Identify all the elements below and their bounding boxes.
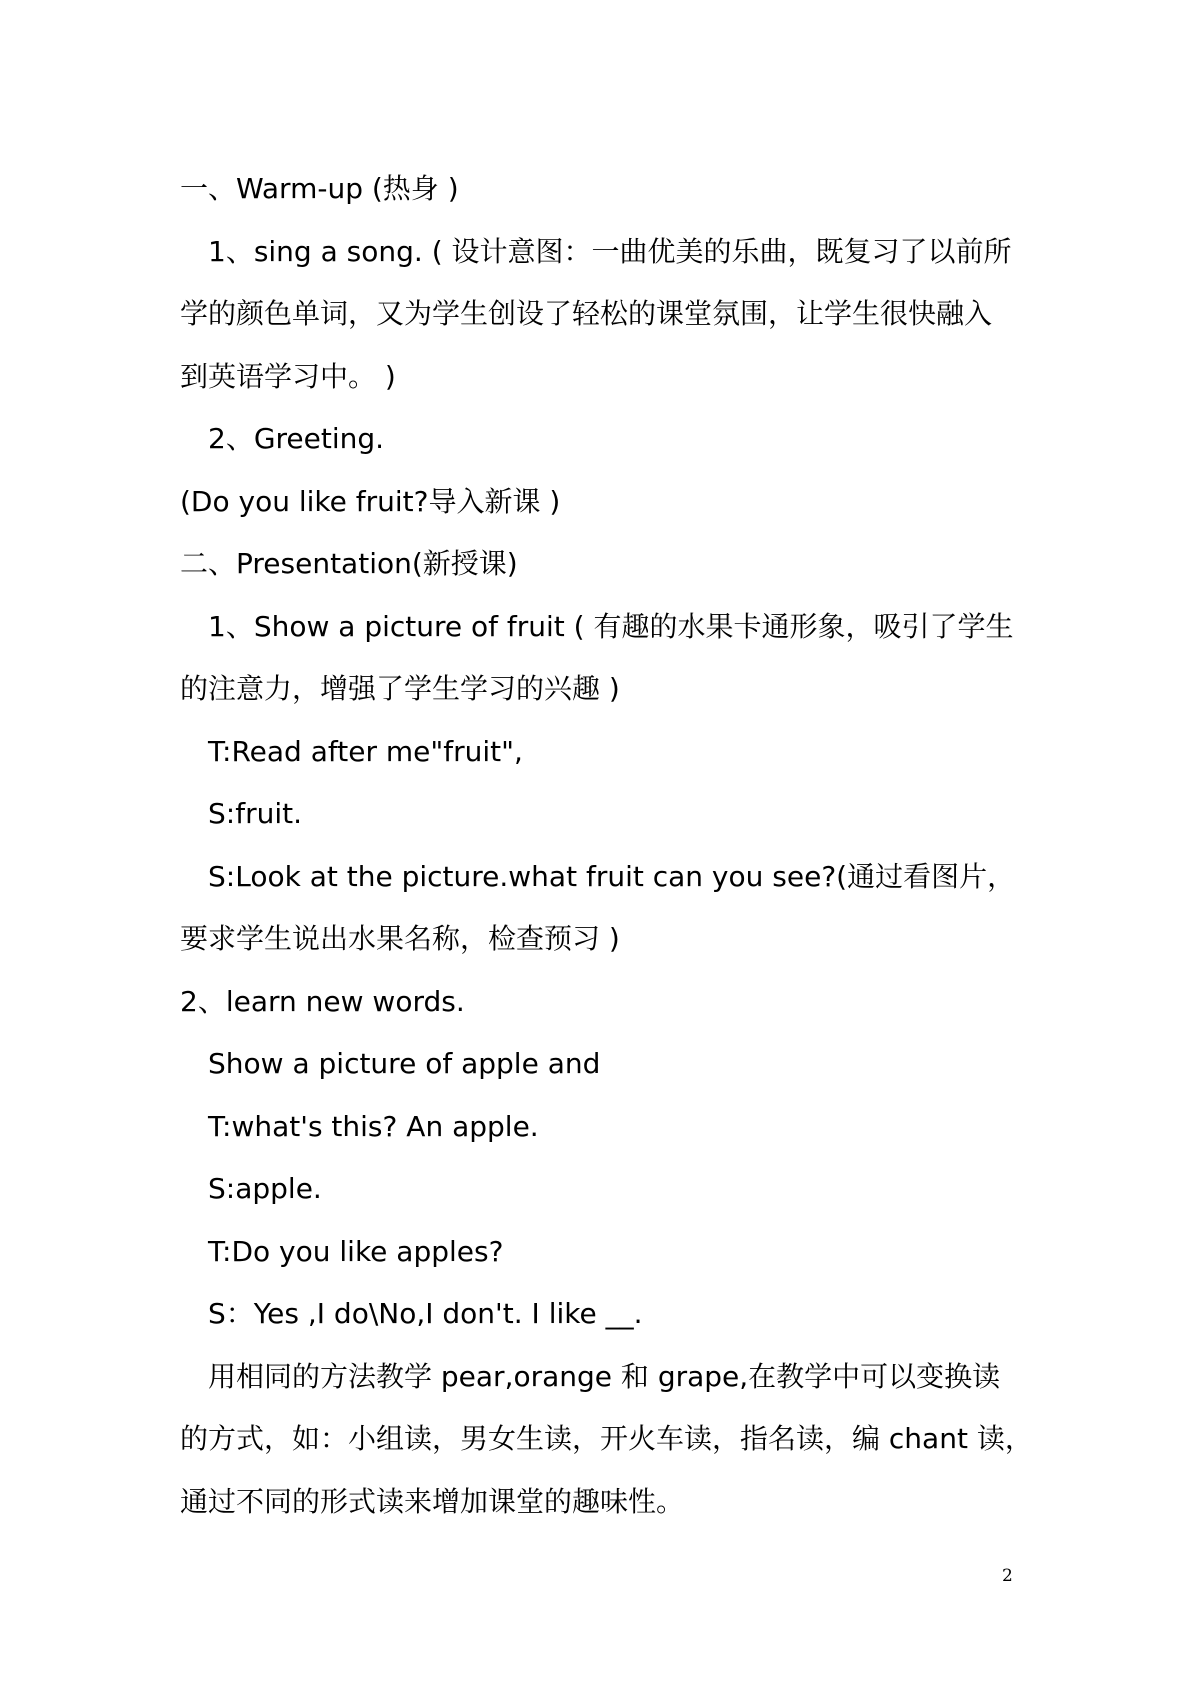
paragraph-line: 通过不同的形式读来增加课堂的趣味性。 — [180, 1484, 685, 1518]
paragraph-line: 到英语学习中。 ) — [180, 359, 396, 393]
page-number: 2 — [1002, 1566, 1013, 1586]
dialogue-line: S:apple. — [208, 1172, 322, 1205]
paragraph-line: 要求学生说出水果名称，检查预习 ) — [180, 922, 620, 955]
paragraph-line: (Do you like fruit?导入新课 ) — [180, 484, 561, 518]
paragraph-line: 2、Greeting. — [208, 422, 385, 455]
paragraph-line: 的方式，如：小组读，男女生读，开火车读，指名读，编 chant 读， — [180, 1422, 1033, 1455]
paragraph-line: 1、Show a picture of fruit ( 有趣的水果卡通形象，吸引了学生 — [208, 609, 1014, 643]
paragraph-line: 2、learn new words. — [180, 984, 465, 1018]
dialogue-line: S:Look at the picture.what fruit can you see?(通过看图片， — [208, 859, 1016, 893]
dialogue-line: S:fruit. — [208, 797, 302, 830]
paragraph-line: 1、sing a song. ( 设计意图：一曲优美的乐曲，既复习了以前所 — [208, 234, 1012, 268]
paragraph-line: 的注意力，增强了学生学习的兴趣 ) — [180, 672, 620, 705]
dialogue-line: T:what's this? An apple. — [208, 1109, 539, 1143]
section-heading-warm-up: 一、Warm-up (热身 ) — [180, 172, 459, 205]
dialogue-line: T:Do you like apples? — [208, 1234, 504, 1268]
dialogue-line: T:Read after me"fruit", — [208, 734, 523, 768]
paragraph-line: 学的颜色单词，又为学生创设了轻松的课堂氛围，让学生很快融入 — [180, 297, 993, 330]
document-body — [180, 158, 1040, 1533]
paragraph-line: 用相同的方法教学 pear,orange 和 grape,在教学中可以变换读 — [208, 1359, 1001, 1393]
paragraph-line: Show a picture of apple and — [208, 1047, 601, 1080]
dialogue-line: S：Yes ,I do\No,I don't. I like __. — [208, 1297, 643, 1330]
section-heading-presentation: 二、Presentation(新授课) — [180, 547, 518, 580]
